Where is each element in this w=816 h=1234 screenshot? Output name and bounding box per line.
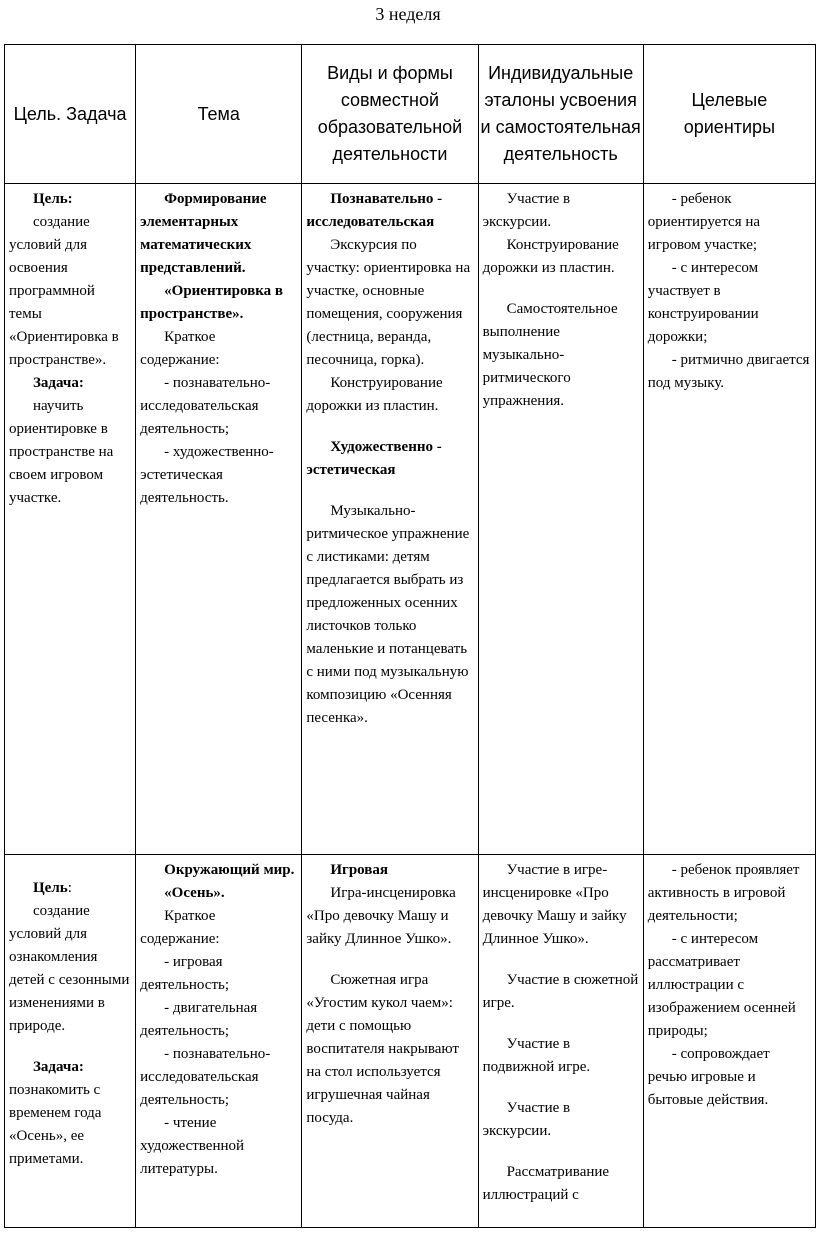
header-theme: Тема (136, 45, 302, 184)
cell-activity-forms (302, 184, 478, 855)
cell-target-guidelines (643, 184, 815, 855)
activity-heading: Игровая (330, 862, 389, 878)
theme-title: Окружающий мир. (164, 862, 295, 878)
cell-goal-task (5, 184, 136, 855)
activity-heading: Познавательно - исследовательская (306, 191, 443, 230)
guideline-text: - ребенок проявляет активность в игровой деятельности; (647, 862, 800, 924)
cell-individual-standards (478, 184, 643, 855)
goal-label-text: Цель (33, 880, 68, 896)
summary-item: - познавательно-исследовательская деятельность; (140, 375, 271, 437)
cell-activity-forms (302, 855, 478, 1228)
standard-text: Участие в игре-инсценировке «Про девочку Машу и зайку Длинное Ушко». (482, 862, 627, 947)
standard-text: Самостоятельное выполнение музыкально-ритмического упражнения. (482, 301, 618, 409)
task-text: научить ориентировке в пространстве на своем игровом участке. (9, 398, 114, 506)
table-row (5, 184, 816, 855)
activity-heading: Художественно - эстетическая (306, 439, 442, 478)
header-activity-forms: Виды и формы совместной образовательной деятельности (302, 45, 478, 184)
task-label: Задача: (33, 1059, 84, 1075)
summary-item: - чтение художественной литературы. (140, 1115, 245, 1177)
theme-subtitle: «Осень». (164, 885, 225, 901)
goal-label (9, 877, 131, 900)
standard-text: Конструирование дорожки из пластин. (482, 237, 619, 276)
task-label: Задача: (33, 375, 84, 391)
guideline-text: - ритмично двигается под музыку. (647, 352, 810, 391)
standard-text: Участие в экскурсии. (482, 1100, 571, 1139)
theme-subtitle: «Ориентировка в пространстве». (140, 283, 283, 322)
summary-item: - двигательная деятельность; (140, 1000, 258, 1039)
header-individual-standards: Индивидуальные эталоны усвоения и самостоятельная деятельность (478, 45, 643, 184)
activity-text: Музыкально-ритмическое упражнение с листиками: детям предлагается выбрать из предложенных осенних листочков только маленькие и потанцевать с ними под музыкальную композицию «Осенняя песенка». (306, 503, 470, 726)
goal-text: создание условий для ознакомления детей с сезонными изменениями в природе. (9, 903, 130, 1034)
standard-text: Участие в сюжетной игре. (482, 972, 639, 1011)
standard-text: Рассматривание иллюстраций с (482, 1164, 610, 1203)
goal-colon: : (67, 880, 72, 896)
summary-label: Краткое содержание: (140, 329, 220, 368)
cell-goal-task (5, 855, 136, 1228)
header-goal-task: Цель. Задача (5, 45, 136, 184)
task-text: познакомить с временем года «Осень», ее приметами. (9, 1082, 102, 1167)
summary-item: - игровая деятельность; (140, 954, 230, 993)
goal-label: Цель: (33, 191, 73, 207)
lesson-plan-table (4, 44, 816, 1228)
summary-label: Краткое содержание: (140, 908, 220, 947)
theme-title: Формирование элементарных математических представлений. (140, 191, 267, 276)
cell-theme (136, 855, 302, 1228)
table-header-row (5, 45, 816, 184)
activity-text: Игра-инсценировка «Про девочку Машу и зайку Длинное Ушко». (306, 885, 456, 947)
cell-theme (136, 184, 302, 855)
activity-text: Экскурсия по участку: ориентировка на участке, основные помещения, сооружения (лестница, веранда, песочница, горка). (306, 237, 471, 368)
guideline-text: - с интересом участвует в конструировании дорожки; (647, 260, 759, 345)
guideline-text: - с интересом рассматривает иллюстрации с изображением осенней природы; (647, 931, 796, 1039)
summary-item: - познавательно-исследовательская деятельность; (140, 1046, 271, 1108)
guideline-text: - сопровождает речью игровые и бытовые действия. (647, 1046, 770, 1108)
page-title: 3 неделя (375, 4, 441, 24)
table-row (5, 855, 816, 1228)
header-target-guidelines: Целевые ориентиры (643, 45, 815, 184)
activity-text: Сюжетная игра «Угостим кукол чаем»: дети с помощью воспитателя накрывают на стол используется игрушечная чайная посуда. (306, 972, 459, 1126)
standard-text: Участие в подвижной игре. (482, 1036, 591, 1075)
standard-text: Участие в экскурсии. (482, 191, 571, 230)
summary-item: - художественно-эстетическая деятельность. (140, 444, 274, 506)
goal-text: создание условий для освоения программной темы «Ориентировка в пространстве». (9, 214, 119, 368)
cell-individual-standards (478, 855, 643, 1228)
activity-text: Конструирование дорожки из пластин. (306, 375, 443, 414)
cell-target-guidelines (643, 855, 815, 1228)
guideline-text: - ребенок ориентируется на игровом участке; (647, 191, 761, 253)
